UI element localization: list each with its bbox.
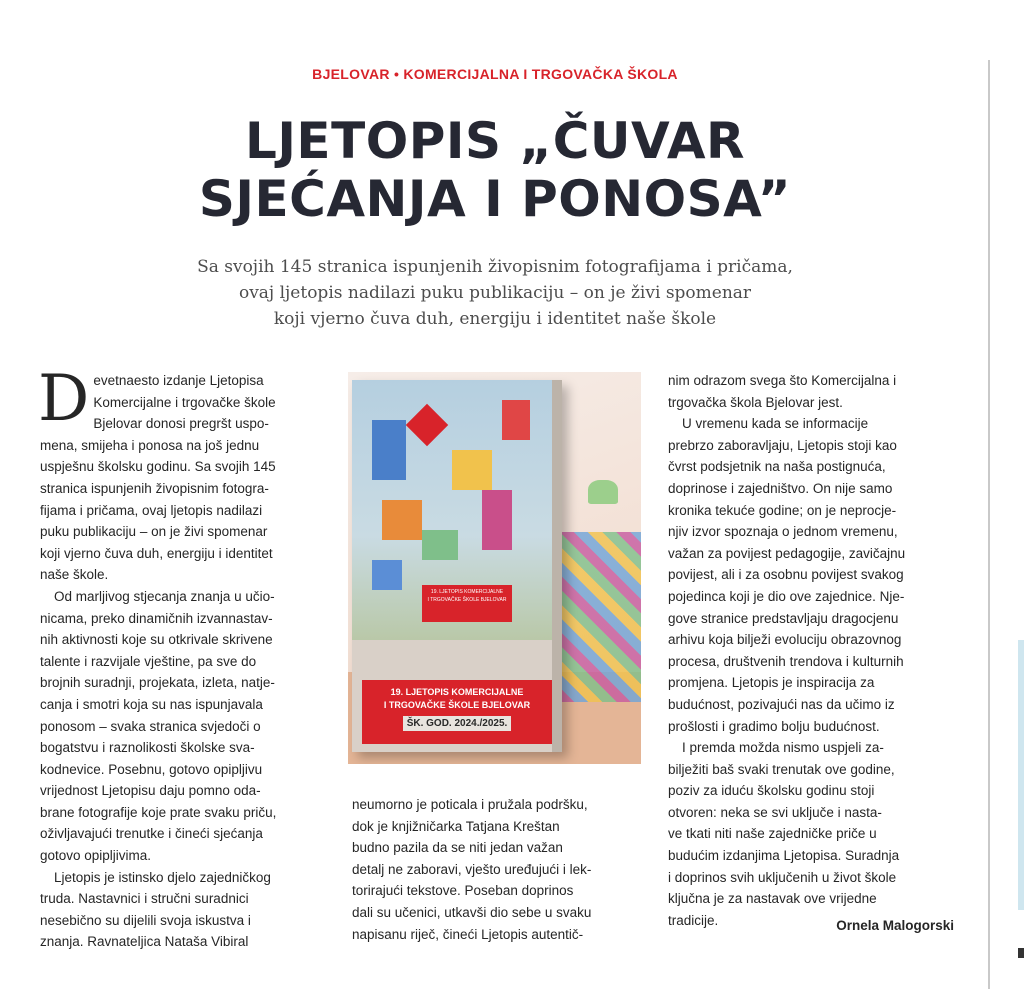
paragraph-7 [668,737,958,931]
text-line: brane fotografije koje prate svaku priču, [40,804,277,820]
text-line: I premda možda nismo uspjeli za- [682,740,884,756]
text-line: uspješnu školsku godinu. Sa svojih 145 [40,459,276,475]
text-line: nicama, preko dinamičnih izvannastav- [40,610,273,626]
cover-inner-label: 19. LJETOPIS KOMERCIJALNE I TRGOVAČKE ŠKOLE BJELOVAR [422,585,512,622]
text-line: trgovačka škola Bjelovar jest. [668,394,843,410]
text-line: budućnost, pozivajući nas da učimo iz [668,696,895,712]
text-line: napisanu riječ, čineći Ljetopis autentič- [352,926,584,942]
column-divider [988,60,990,989]
paragraph-6 [668,413,958,737]
section-kicker: BJELOVAR • KOMERCIJALNA I TRGOVAČKA ŠKOLA [312,66,678,82]
paragraph-3 [40,867,340,953]
text-line: nesebično su dijelili svoja iskustva i [40,912,251,928]
article-column-3 [668,370,958,931]
text-line: doprinose i zajedništvo. On nije samo [668,480,893,496]
text-line: naše škole. [40,567,109,583]
text-line: ključna je za nastavak ove vrijedne [668,891,877,907]
text-line: arhivu koja bilježi evoluciju obrazovnog [668,632,902,648]
text-line: bogatstvu i raznolikosti školske sva- [40,740,255,756]
yearbook-cover [352,380,562,752]
text-line: važan za povijest pedagogije, zavičajnu [668,545,906,561]
text-line: Od marljivog stjecanja znanja u učio- [54,588,275,604]
article-column-2 [352,794,642,945]
lead-line: ovaj ljetopis nadilazi puku publikaciju – on je živi spomenar [238,283,752,303]
text-line: njiv izvor spoznaja o jednom vremenu, [668,524,898,540]
text-line: koji vjerno čuva duh, energiju i identitet [40,545,273,561]
text-line: otvoren: neka se svi uključe i nasta- [668,804,882,820]
text-line: U vremenu kada se informacije [682,416,869,432]
text-line: brojnih suradnji, projekata, izleta, natje- [40,675,275,691]
text-line: dok je knjižničarka Tatjana Krеštan [352,818,560,834]
adjacent-page-mark [1018,948,1024,958]
text-line: budno pazila da se niti jedan važan [352,840,563,856]
headline [0,112,990,228]
text-line: prošlosti i gradimo bolju budućnost. [668,718,880,734]
text-line: Ljetopis je istinsko djelo zajedničkog [54,869,271,885]
text-line: gove stranice predstavljaju dragocjenu [668,610,899,626]
paragraph-4 [352,794,642,945]
paragraph-2 [40,586,340,867]
text-line: bilježiti baš svaki trenutak ove godine, [668,761,895,777]
text-line: kodnevice. Posebnu, gotovo opipljivu [40,761,263,777]
lead-paragraph [0,254,990,332]
text-line: i doprinos svih uključenih u život škole [668,869,897,885]
lead-line: Sa svojih 145 stranica ispunjenih živopisnim fotografijama i pričama, [197,257,793,277]
text-line: detalj ne zaboravi, vješto uređujući i lek- [352,861,592,877]
text-line: znanja. Ravnateljica Nataša Vibiral [40,934,249,950]
headline-line: SJEĆANJA I PONOSA” [198,170,792,228]
text-line: nim odrazom svega što Komercijalna i [668,373,897,388]
text-line: talente i razvijale vještine, pa sve do [40,653,257,669]
cover-title-band [362,680,552,744]
text-line: pojedinca koji je dio ove zajednice. Nje- [668,588,905,604]
yearbook-photo [348,372,641,764]
text-line: povijest, ali i za osobnu povijest svakog [668,567,904,583]
text-line: gotovo opipljivima. [40,848,152,864]
text-line: oživljavajući trenutke i čineći sjećanja [40,826,263,842]
text-line: prebrzo zaboravljaju, Ljetopis stoji kao [668,437,897,453]
background-books [560,532,641,702]
author-byline: Ornela Malogorski [836,918,954,933]
text-line: ponosom – svaka stranica svjedoči o [40,718,261,734]
text-line: nih aktivnosti koje su otkrivale skrivene [40,632,273,648]
text-line: neumorno je poticala i pružala podršku, [352,797,588,812]
text-line: Komercijalne i trgovačke škole [93,394,276,410]
paragraph-5 [668,370,958,413]
text-line: procesa, društvenih trendova i kulturnih [668,653,904,669]
text-line: promjena. Ljetopis je inspiracija za [668,675,875,691]
text-line: torirajući tekstove. Poseban doprinos [352,883,574,899]
text-line: stranica ispunjenih živopisnim fotogra- [40,480,269,496]
text-line: mena, smijeha i ponosa na još jednu [40,437,260,453]
headline-line: LJETOPIS „ČUVAR [244,112,746,170]
cover-year: ŠK. GOD. 2024./2025. [403,716,512,731]
article-column-1 [38,362,340,953]
text-line: tradicije. [668,912,719,928]
paragraph-1 [38,362,340,586]
decor-object [588,480,618,504]
cover-title-line: 19. LJETOPIS KOMERCIJALNE [390,687,524,697]
text-line: poziv za iduću školsku godinu stoji [668,783,875,799]
text-line: evetnaesto izdanje Ljetopisa [93,373,264,388]
text-line: ve tkati niti naše zajedničke priče u [668,826,877,842]
lead-line: koji vjerno čuva duh, energiju i identitet naše škole [273,309,717,329]
drop-cap: D [38,362,90,436]
text-line: fijama i pričama, ovaj ljetopis nadilazi [40,502,263,518]
adjacent-page-edge [1018,640,1024,910]
cover-title-line: I TRGOVAČKE ŠKOLE BJELOVAR [383,700,531,710]
text-line: budućim izdanjima Ljetopisa. Suradnja [668,848,900,864]
text-line: puku publikaciju – on je živi spomenar [40,524,268,540]
text-line: čvrst podsjetnik na naša postignuća, [668,459,886,475]
text-line: canja i smotri koja su nas ispunjavala [40,696,263,712]
text-line: kronika tekuće godine; on je neprocje- [668,502,897,518]
text-line: dali su učenici, utkavši dio sebe u svaku [352,904,592,920]
text-line: vrijednost Ljetopisu daju pomno oda- [40,783,261,799]
text-line: Bjelovar donosi pregršt uspo- [93,416,269,432]
text-line: truda. Nastavnici i stručni suradnici [40,891,249,907]
